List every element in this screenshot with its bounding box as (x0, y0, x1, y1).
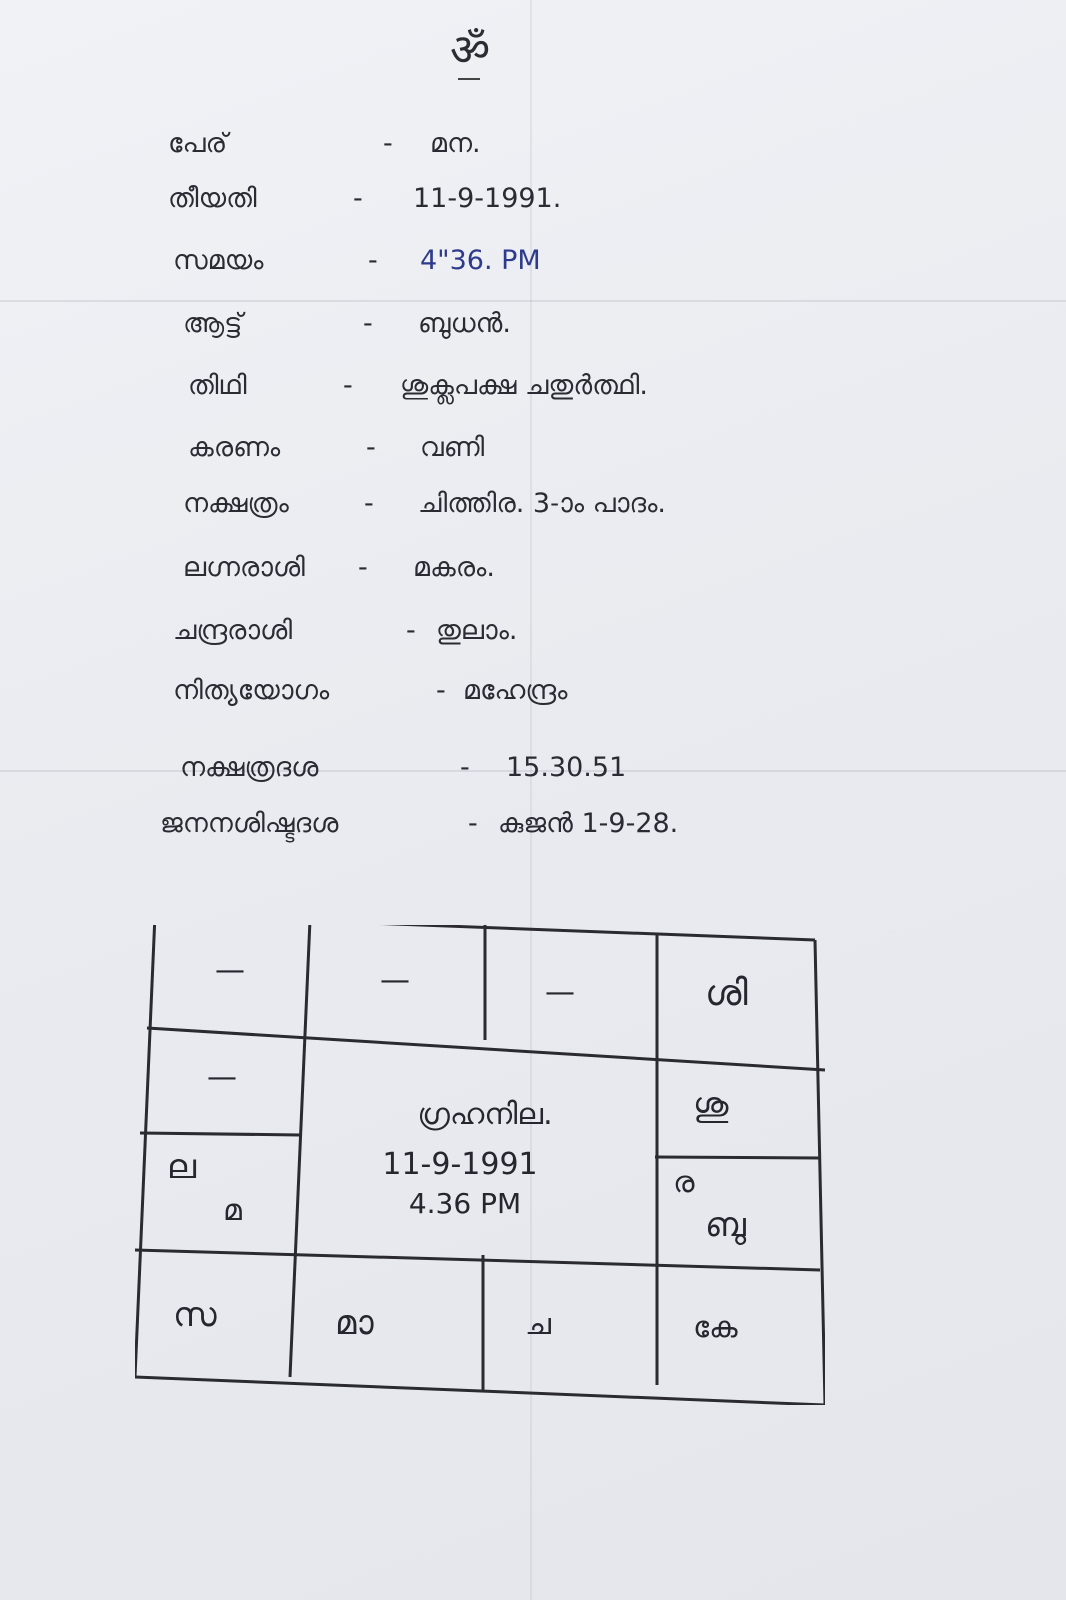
detail-separator: - (468, 808, 478, 839)
detail-label: നക്ഷത്രം (183, 488, 289, 519)
detail-label: പേര് (168, 128, 228, 159)
chart-cell-right-upper: ശു (693, 1085, 729, 1125)
detail-value: ശുക്ലപക്ഷ ചതുർത്ഥി. (400, 370, 648, 401)
detail-value: മഹേന്ദ്രം (463, 675, 568, 706)
chart-cell-top3: — (545, 975, 575, 1010)
detail-label: ലഗ്നരാശി (183, 552, 305, 583)
chart-cell-left-lower-a: ല (167, 1147, 197, 1187)
detail-label: ചന്ദ്രരാശി (173, 615, 293, 646)
chart-cell-left-lower-b: മ (223, 1193, 242, 1228)
detail-label: തിഥി (188, 370, 247, 401)
detail-label: ജനനശിഷ്ടദശ (160, 808, 339, 839)
chart-cell-left-upper: — (207, 1060, 237, 1095)
detail-value: മകരം. (413, 552, 495, 583)
chart-title: ഗ്രഹനില. (417, 1097, 553, 1132)
grid-line (655, 1157, 820, 1158)
detail-value: മന. (430, 128, 481, 159)
detail-value: 15.30.51 (506, 752, 627, 783)
chart-cell-top2: — (380, 963, 410, 998)
chart-time: 4.36 PM (408, 1187, 522, 1220)
chart-cell-bottom3: ച (525, 1307, 551, 1342)
detail-separator: - (460, 752, 470, 783)
detail-separator: - (436, 675, 446, 706)
detail-label: നിത്യയോഗം (173, 675, 330, 706)
detail-separator: - (343, 370, 353, 401)
chart-cell-bottom4: കേ (693, 1310, 738, 1345)
fold-crease (0, 300, 1066, 302)
detail-separator: - (406, 615, 416, 646)
detail-separator: - (363, 308, 373, 339)
chart-cell-right-lower-a: ര (673, 1165, 695, 1200)
om-symbol: ॐ (450, 25, 491, 76)
detail-value: വണി (420, 432, 485, 463)
grid-line (135, 925, 155, 1377)
detail-value: കുജൻ 1-9-28. (498, 808, 679, 839)
detail-value: 11-9-1991. (413, 183, 562, 214)
detail-separator: - (368, 245, 378, 276)
horoscope-chart (135, 925, 825, 1405)
detail-value: തുലാം. (436, 615, 518, 646)
detail-value: ബുധൻ. (418, 308, 511, 339)
detail-separator: - (358, 552, 368, 583)
detail-label: ആട്ട് (183, 308, 243, 339)
grid-line (135, 1377, 825, 1405)
grid-line (290, 925, 310, 1377)
detail-value: 4"36. PM (420, 245, 541, 276)
detail-separator: - (353, 183, 363, 214)
detail-label: കരണം (188, 432, 281, 463)
grid-line (135, 1250, 820, 1270)
grid-line (815, 940, 825, 1405)
chart-date: 11-9-1991 (382, 1147, 538, 1182)
om-underline (458, 78, 480, 80)
chart-cell-top4: ശി (705, 973, 748, 1014)
grid-line (140, 1133, 300, 1135)
chart-cell-right-lower-b: ബു (705, 1205, 746, 1245)
detail-label: സമയം (173, 245, 264, 276)
detail-label: തീയതി (168, 183, 257, 214)
chart-cell-top1: — (215, 953, 245, 988)
detail-separator: - (364, 488, 374, 519)
detail-separator: - (366, 432, 376, 463)
detail-separator: - (383, 128, 393, 159)
detail-value: ചിത്തിര. 3-ാം പാദം. (418, 488, 666, 519)
detail-label: നക്ഷത്രദശ (180, 752, 319, 783)
chart-cell-bottom2: മാ (335, 1303, 374, 1343)
chart-cell-bottom1: സ (173, 1295, 217, 1335)
